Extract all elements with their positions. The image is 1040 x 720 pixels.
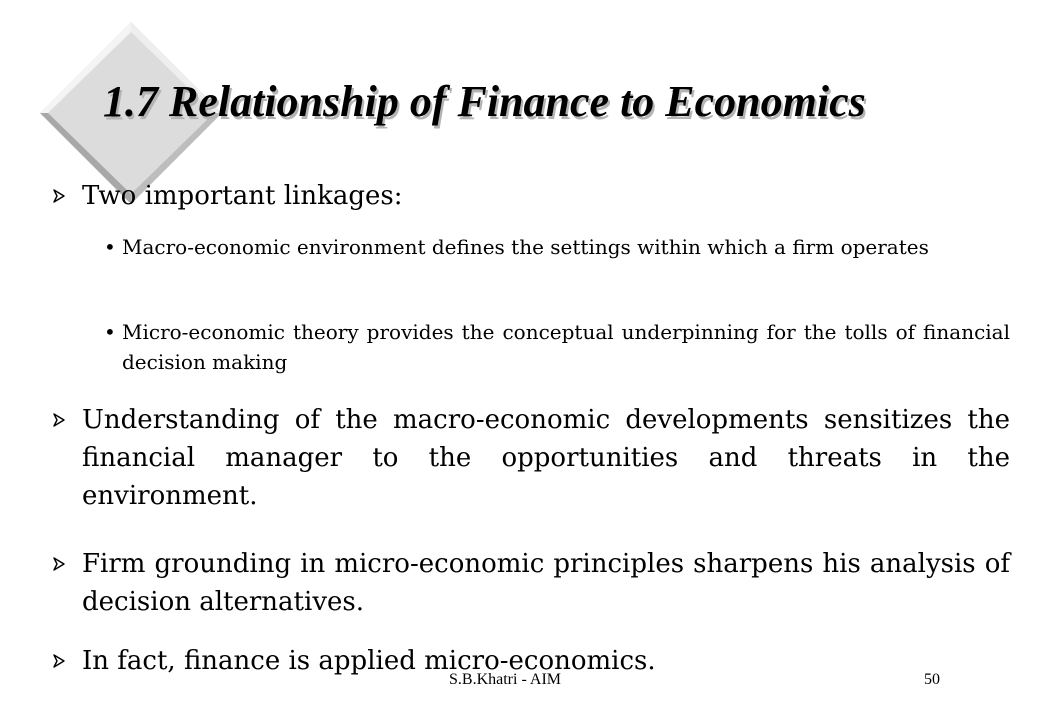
sub-bullet-item [104,232,1010,262]
arrowhead-bullet-icon [52,189,66,203]
round-dot-bullet-icon: • [104,235,116,259]
page-number: 50 [924,671,940,688]
arrowhead-bullet-icon [52,654,66,668]
sub-bullet-item [104,317,1010,377]
sub-bullet-text: Macro-economic environment defines the settings within which a firm operates [122,235,929,259]
bullet-item [52,401,1010,515]
arrowhead-bullet-icon [52,413,66,427]
footer-author: S.B.Khatri - AIM [449,671,561,688]
round-dot-bullet-icon: • [104,320,116,344]
bullet-text: Firm grounding in micro-economic principles sharpens his analysis of decision alternatives. [82,549,1010,617]
bullet-text: In fact, finance is applied micro-economics. [82,646,656,676]
arrowhead-bullet-icon [52,557,66,571]
slide-title: 1.7 Relationship of Finance to Economics [103,77,866,126]
bullet-text: Understanding of the macro-economic developments sensitizes the financial manager to the opportunities and threats in the environment. [82,405,1010,511]
bullet-text: Two important linkages: [82,181,403,211]
bullet-item [52,177,1010,215]
bullet-item [52,545,1010,621]
sub-bullet-text: Micro-economic theory provides the conceptual underpinning for the tolls of financial decision making [122,320,1010,374]
